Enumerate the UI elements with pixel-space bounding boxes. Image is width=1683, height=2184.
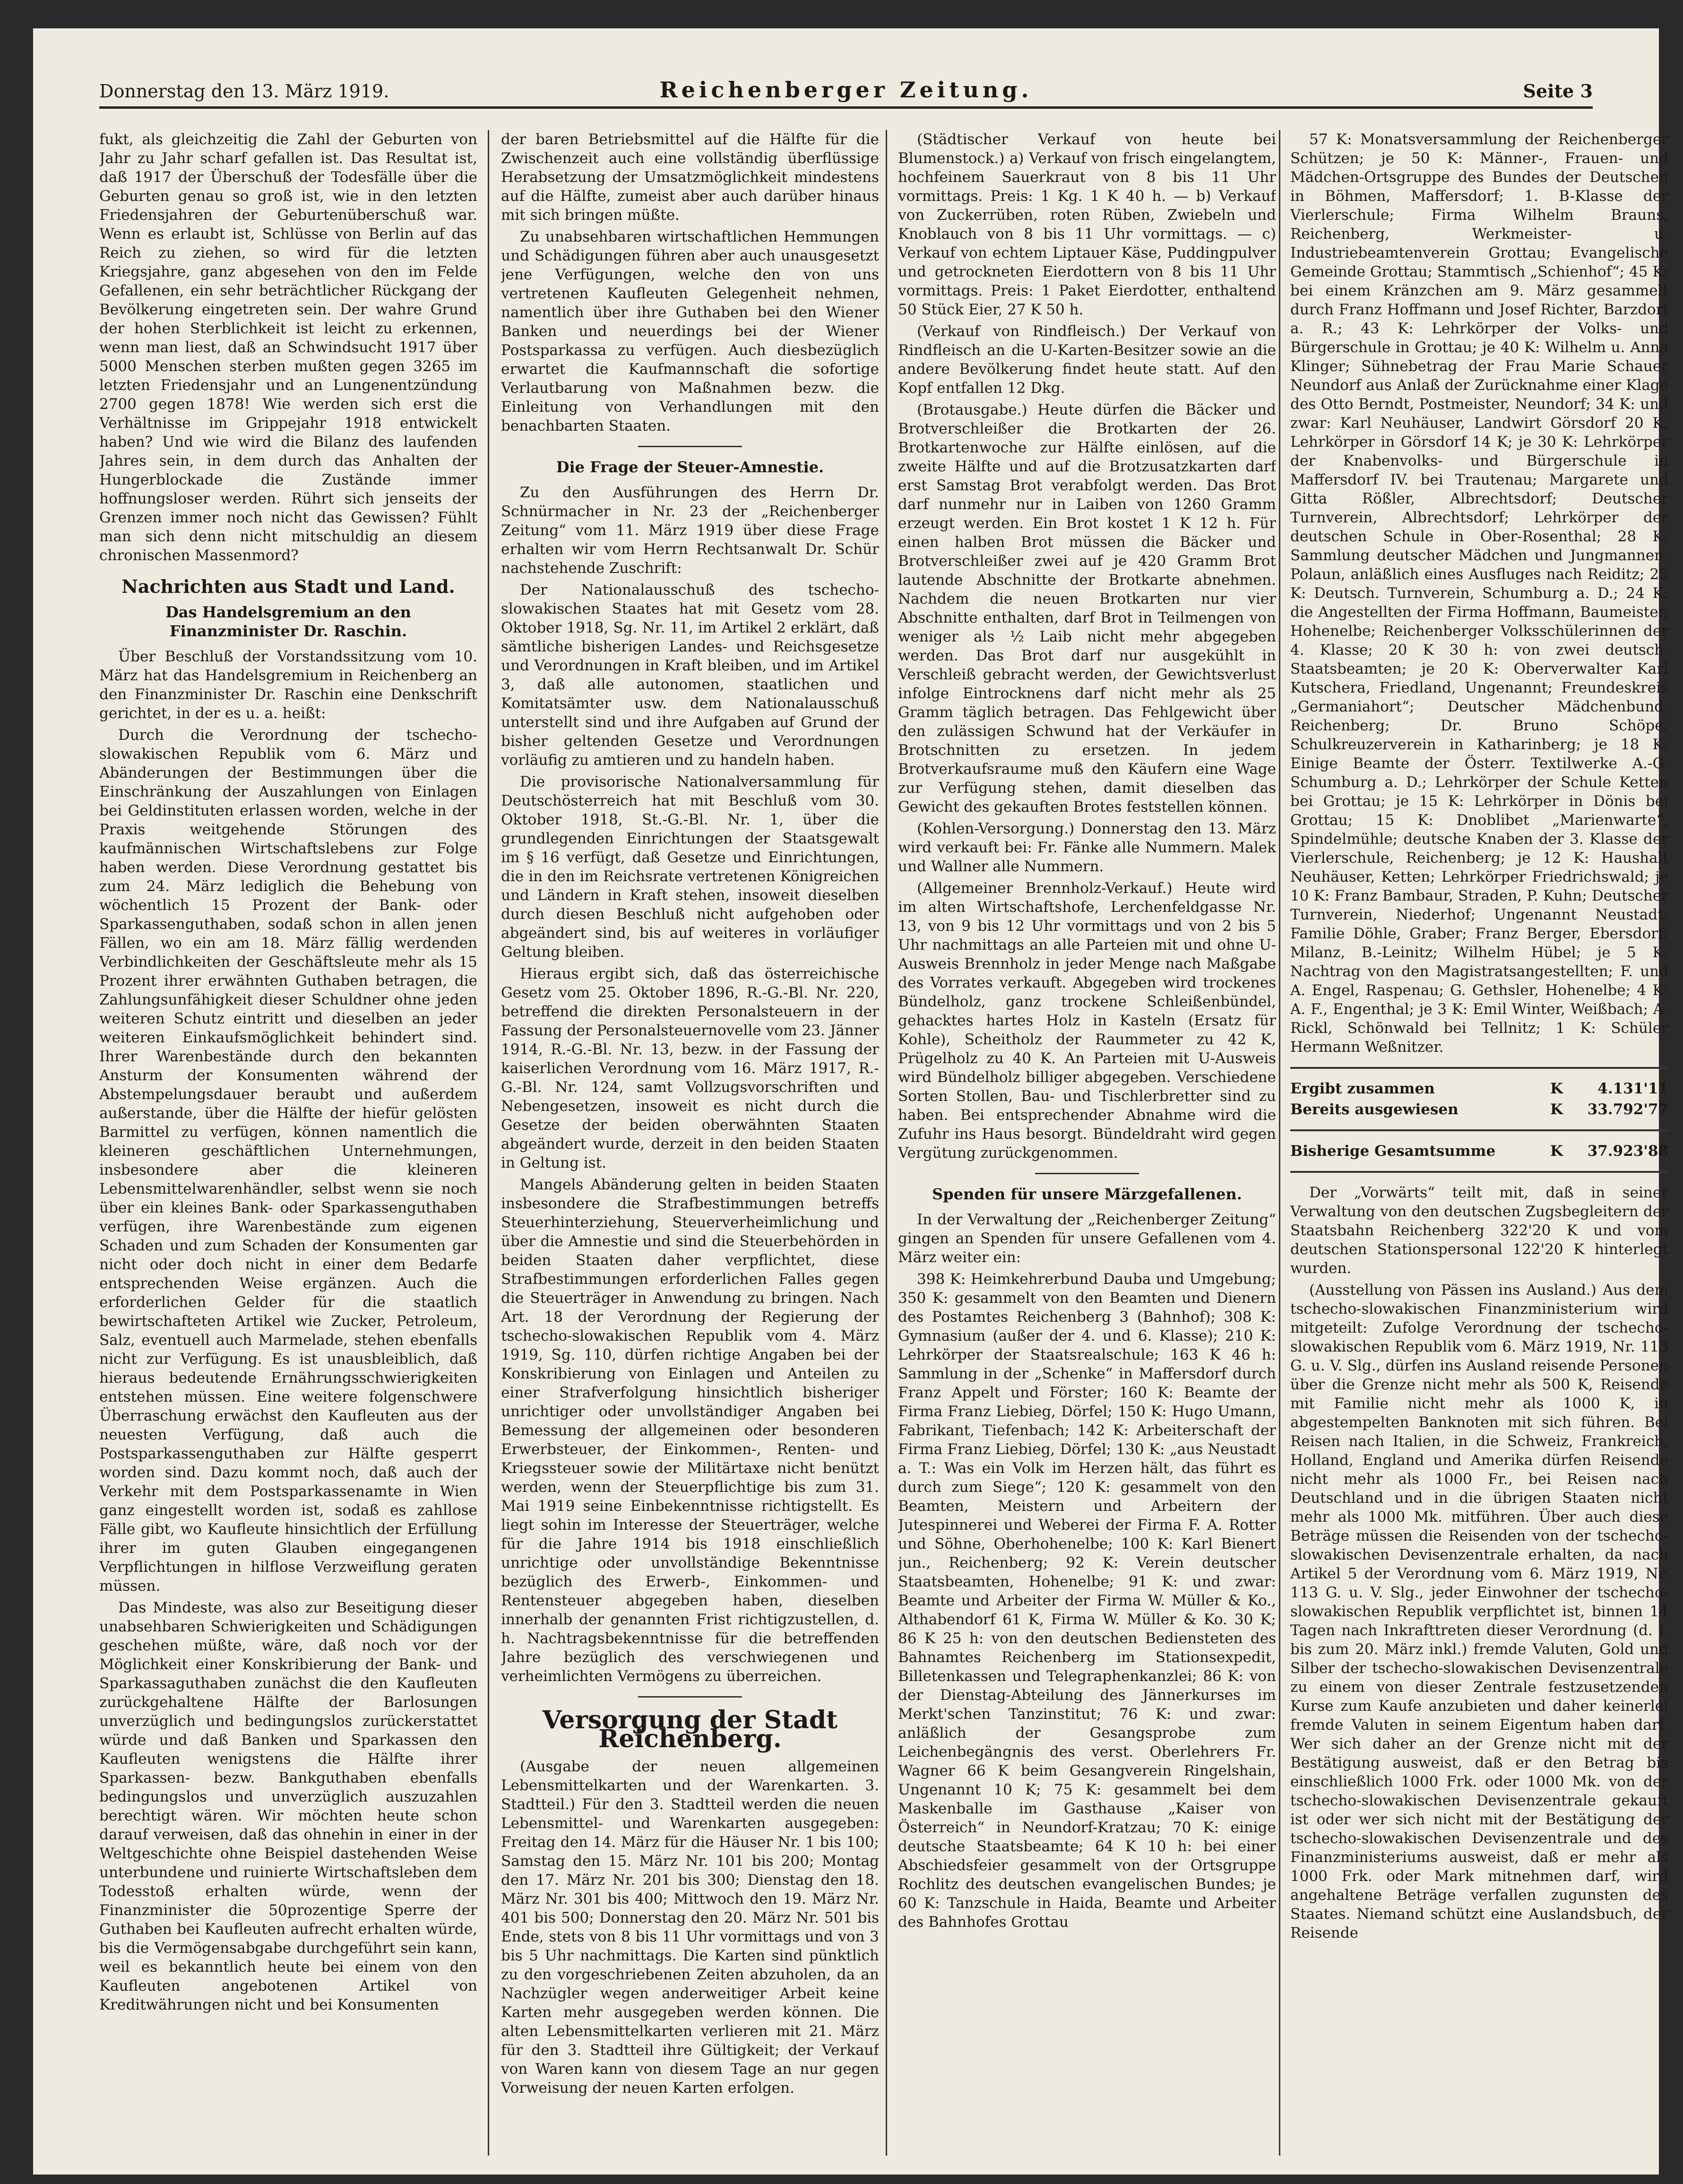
column-rule <box>1279 130 1280 2156</box>
article-text: Zu den Ausführungen des Herrn Dr. Schnürmacher in Nr. 23 der „Reichenberger Zeitung“ vom 11. März 1919 über diese Frage erhalten wir vom Herrn Rechtsanwalt Dr. Schür nachstehende Zuschrift: <box>501 484 879 577</box>
column-4 <box>1290 130 1668 2156</box>
article-text: Hieraus ergibt sich, daß das österreichische Gesetz vom 25. Oktober 1896, R.-G.-Bl. Nr. 220, betreffend die direkten Personalsteuern in der Fassung der Personalsteuernovelle vom 23. Jänner 1914, R.-G.-Bl. Nr. 13, bezw. in der Fassung der kaiserlichen Verordnung vom 16. März 1917, R.-G.-Bl. Nr. 124, samt Vollzugsvorschriften und Nebengesetzen, insoweit es nicht durch die Gesetze der beiden oberwähnten Staaten abgeändert wurde, derzeit in den beiden Staaten in Geltung ist. <box>501 965 879 1171</box>
newspaper-page <box>33 28 1668 2175</box>
column-rule <box>886 130 887 2156</box>
article-text: Der „Vorwärts“ teilt mit, daß in seiner Verwaltung von den deutschen Zugsbegleitern der Staatsbahn Reichenberg 322'20 K und vom deutschen Stationspersonal 122'20 K hinterlegt wurden. <box>1290 1184 1668 1277</box>
column-1 <box>99 130 477 2156</box>
donation-list: 57 K: Monatsversammlung der Reichenberger Schützen; je 50 K: Männer-, Frauen- und Mädchen-Ortsgruppe des Bundes der Deutschen in Böhmen, Maffersdorf; 1. B-Klasse der Vierlerschule; Firma Wilhelm Brauns, Reichenberg, Werkmeister- u. Industriebeamtenverein Grottau; Evangelische Gemeinde Grottau; Stammtisch „Schienhof“; 45 K: bei einem Kränzchen am 9. März gesammelt durch Franz Hoffmann und Josef Richter, Barzdorf a. R.; 43 K: Lehrkörper der Volks- und Bürgerschule in Grottau; je 40 K: Wilhelm u. Anna Klinger; Sühnebetrag der Frau Marie Schauer Neundorf aus Anlaß der Zurücknahme einer Klage des Otto Berndt, Postmeister, Neundorf; 34 K: und zwar: Karl Neuhäuser, Landwirt Görsdorf 20 K; Lehrkörper in Görsdorf 14 K; je 30 K: Lehrkörper der Knabenvolks- und Bürgerschule in Maffersdorf IV. bei Trautenau; Margarete und Gitta Rößler, Albrechtsdorf; Deutscher Turnverein, Albrechtsdorf; Lehrkörper der deutschen Schule in Ober-Rosenthal; 28 K: Sammlung deutscher Mädchen und Jungmannen, Polaun, anläßlich eines Ausfluges nach Reiditz; 25 K: Deutsch. Turnverein, Schumburg a. D.; 24 K: die Angestellten der Firma Hoffmann, Baumeister, Hohenelbe; Reichenberger Volksschülerinnen der 4. Klasse; 20 K 30 h: von zwei deutsch. Staatsbeamten; je 20 K: Oberverwalter Karl Kutschera, Friedland, Ungenannt; Freundeskreis „Germaniahort“; Deutscher Mädchenbund, Reichenberg; Dr. Bruno Schöpe; Schulkreuzerverein in Katharinberg; je 18 K: Einige Beamte der Österr. Textilwerke A.-G. Schumburg a. D.; Lehrkörper der Schule Ketten bei Grottau; je 15 K: Lehrkörper in Dönis bei Grottau; 15 K: Dnoblibet „Marienwarte“, Spindelmühle; deutsche Knaben der 3. Klasse der Vierlerschule, Reichenberg; je 12 K: Haushalt Neuhäuser, Ketten; Lehrkörper Friedrichswald; je 10 K: Franz Bambaur, Straden, P. Kuhn; Deutscher Turnverein, Niederhof; Ungenannt Neustadt; Familie Döhle, Graber; Franz Berger, Ebersdorf; Milanz, B.-Leinitz; Wilhelm Hübel; je 5 K: Nachtrag von den Magistratsangestellten; F. und A. Engel, Raspenau; G. Gethsler, Hohenelbe; 4 K: A. F., Engenthal; je 3 K: Emil Winter, Weißbach; A. Rickl, Schönwald bei Tellnitz; 1 K: Schüler Hermann Weßnitzer. <box>1290 131 1668 1056</box>
article-text: Mangels Abänderung gelten in beiden Staaten insbesondere die Strafbestimmungen betreffs Steuerhinterziehung, Steuerverheimlichung und über die Amnestie und sind die Steuerbehörden in beiden Staaten daher verpflichtet, diese Strafbestimmungen erforderlichen Falles gegen die Steuerträger in Anwendung zu bringen. Nach Art. 18 der Verordnung der Regierung der tschecho-slowakischen Republik vom 4. März 1919, Sg. 110, dürfen richtige Angaben bei der Konskribierung von Einlagen und Anteilen zu einer Strafverfolgung hinsichtlich bisheriger unrichtiger oder unvollständiger Angaben bei Bemessung der allgemeinen oder besonderen Erwerbsteuer, der Einkommen-, Renten- und Kriegssteuer sowie der Militärtaxe nicht benützt werden, wenn der Steuerpflichtige bis zum 31. Mai 1919 seine Einbekenntnisse richtigstellt. Es liegt sohin im Interesse der Steuerträger, welche für die Jahre 1914 bis 1918 einschließlich unrichtige oder unvollständige Bekenntnisse bezüglich des Erwerb-, Einkommen- und Rentensteuer abgegeben haben, dieselben innerhalb der genannten Frist richtigzustellen, d. h. Nachtragsbekenntnisse für die betreffenden Jahre bezüglich des verschwiegenen und verheimlichten Vermögens zu überreichen. <box>501 1176 879 1685</box>
column-2 <box>501 130 879 2156</box>
article-text: Über Beschluß der Vorstandssitzung vom 10. März hat das Handelsgremium in Reichenberg an den Finanzminister Dr. Raschin eine Denkschrift gerichtet, in der es u. a. heißt: <box>99 648 477 722</box>
article-text: (Ausstellung von Pässen ins Ausland.) Aus dem tschecho-slowakischen Finanzministerium wird mitgeteilt: Zufolge Verordnung der tschecho-slowakischen Republik vom 6. März 1919, Nr. 113 G. u. V. Slg., dürfen ins Ausland reisende Personen über die Grenze nicht mehr als 500 K, Reisende mit Familie nicht mehr als 1000 K, in abgestempelten Banknoten mit sich führen. Bei Reisen nach Italien, in die Schweiz, Frankreich, Holland, England und Amerika dürfen Reisende nicht mehr als 1000 Fr., bei Reisen nach Deutschland und in die übrigen Staaten nicht mehr als 1000 Mk. mitführen. Über auch diese Beträge müssen die Reisenden von der tschecho-slowakischen Devisenzentrale erhalten, da nach Artikel 5 der Verordnung vom 6. März 1919, Nr. 113 G. u. V. Slg., jeder Einwohner der tschecho-slowakischen Republik verpflichtet ist, binnen 14 Tagen nach Inkrafttreten dieser Verordnung (d. i. bis zum 20. März inkl.) fremde Valuten, Gold und Silber der tschecho-slowakischen Devisenzentrale zu einem von dieser Zentrale festzusetzenden Kurse zum Kaufe anzubieten und daher keinerlei fremde Valuten in seinem Eigentum haben darf. Wer sich daher an der Grenze nicht mit der Bestätigung ausweist, daß er den Betrag bis einschließlich 1000 Frk. oder 1000 Mk. von der tschecho-slowakischen Devisenzentrale gekauft ist oder wer sich nicht mit der Bestätigung der tschecho-slowakischen Devisenzentrale und des Finanzministeriums ausweist, daß er mehr als 1000 Frk. oder Mark mitnehmen darf, wird angehaltene Beträge verfallen zugunsten des Staates. Niemand schützt eine Auslandsbuch, der Reisende <box>1290 1282 1668 1941</box>
donation-list: 398 K: Heimkehrerbund Dauba und Umgebung; 350 K: gesammelt von den Beamten und Dienern des Postamtes Reichenberg 3 (Bahnhof); 308 K: Gymnasium (außer der 4. und 6. Klasse); 210 K: Lehrkörper der Staatsrealschule; 163 K 46 h: Sammlung in der „Schenke“ in Maffersdorf durch Franz Appelt und Förster; 160 K: Beamte der Firma Franz Liebieg, Dörfel; 150 K: Hugo Umann, Fabrikant, Tiefenbach; 142 K: Arbeiterschaft der Firma Franz Liebieg, Dörfel; 130 K: „aus Neustadt a. T.: Was ein Volk im Herzen hält, das führt es durch zum Siege“; 120 K: gesammelt von den Beamten, Meistern und Arbeitern der Jutespinnerei und Weberei der Firma F. A. Rotter und Söhne, Oberhohenelbe; 100 K: Karl Bienert jun., Reichenberg; 92 K: Verein deutscher Staatsbeamten, Hohenelbe; 91 K: und zwar: Beamte und Arbeiter der Firma W. Müller & Ko., Althabendorf 61 K, Firma W. Müller & Ko. 30 K; 86 K 25 h: von den deutschen Bediensteten des Bahnamtes Reichenberg im Stationsexpedit, Billetenkassen und Telegraphenkanzlei; 86 K: von der Dienstag-Abteilung des Jännerkurses im Merkt'schen Tanzinstitut; 76 K: und zwar: anläßlich der Gesangsprobe zum Leichenbegängnis des verst. Oberlehrers Fr. Wagner 66 K beim Gesangverein Ringelshain, Ungenannt 10 K; 75 K: gesammelt bei dem Maskenballe im Gasthause „Kaiser von Österreich“ in Neundorf-Kratzau; 70 K: einige deutsche Staatsbeamte; 64 K 10 h: bei einer Abschiedsfeier gesammelt von der Ortsgruppe Rochlitz des deutschen evangelischen Bundes; je 60 K: Tanzschule in Haida, Beamte und Arbeiter des Bahnhofes Grottau <box>898 1271 1276 1931</box>
section-heading: Versorgung der Stadt Reichenberg. <box>542 1706 838 1753</box>
article-heading: Spenden für unsere Märzgefallenen. <box>932 1185 1242 1203</box>
article-text: (Ausgabe der neuen allgemeinen Lebensmittelkarten und der Warenkarten. 3. Stadtteil.) Für den 3. Stadtteil werden die neuen Lebensmittel- und Warenkarten ausgegeben: Freitag den 14. März für die Häuser Nr. 1 bis 100; Samstag den 15. März Nr. 101 bis 200; Montag den 17. März Nr. 201 bis 300; Dienstag den 18. März Nr. 301 bis 400; Mittwoch den 19. März Nr. 401 bis 500; Donnerstag den 20. März Nr. 501 bis Ende, stets von 8 bis 11 Uhr vormittags und von 3 bis 5 Uhr nachmittags. Die Karten sind pünktlich zu den vorgeschriebenen Zeiten abzuholen, da an Nachzügler wegen anderweitiger Arbeit keine Karten mehr ausgegeben werden können. Die alten Lebensmittelkarten verlieren mit 21. März für den 3. Stadtteil ihre Gültigkeit; der Verkauf von Waren kann von diesem Tage an nur gegen Vorweisung der neuen Karten erfolgen. <box>501 1758 879 2097</box>
column-rule <box>488 130 489 2156</box>
article-text: Zu unabsehbaren wirtschaftlichen Hemmungen und Schädigungen führen aber auch unausgesetzt jene Verfügungen, welche den von uns vertretenen Kaufleuten Gelegenheit nehmen, namentlich über ihre Guthaben bei den Wiener Banken und neuerdings bei der Wiener Postsparkassa zu verfügen. Auch diesbezüglich erwartet die Kaufmannschaft die sofortige Verlautbarung von Maßnahmen bezw. die Einleitung von Verhandlungen mit den benachbarten Staaten. <box>501 228 879 434</box>
grand-total-row <box>1290 1142 1668 1161</box>
article-text: Der Nationalausschuß des tschecho-slowakischen Staates hat mit Gesetz vom 28. Oktober 1918, Sg. Nr. 11, im Artikel 2 erklärt, daß sämtliche bisherigen Landes- und Reichsgesetze und Verordnungen in Kraft bleiben, und im Artikel 3, daß alle autonomen, staatlichen und Komitatsämter usw. dem Nationalausschuß unterstellt sind und ihre Aufgaben auf Grund der bisher geltenden Gesetze und Verordnungen vorläufig zu amtieren und zu handeln haben. <box>501 581 879 769</box>
article-text: Durch die Verordnung der tschecho-slowakischen Republik vom 6. März und Abänderungen der Bestimmungen über die Einschränkung der Auszahlungen von Einlagen bei Geldinstituten erlassen worden, welche in der Praxis weitgehende Störungen des kaufmännischen Wirtschaftslebens zur Folge haben werden. Diese Verordnung gestattet bis zum 24. März lediglich die Behebung von wöchentlich 15 Prozent der Bank- oder Sparkassenguthaben, sodaß schon in allen jenen Fällen, wo ein am 18. März fällig werdenden Verbindlichkeiten der Geschäftsleute mehr als 15 Prozent ihrer erwähnten Guthaben betragen, die Zahlungsunfähigkeit dieser Schuldner ohne jeden weiteren Schutz eintritt und dieselben an jeder weiteren Einkaufsmöglichkeit behindert sind. Ihrer Warenbestände durch den bekannten Ansturm der Konsumenten während der Abstempelungsdauer beraubt und außerdem außerstande, über die Hälfte der hiefür gelösten Barmittel zu verfügen, können namentlich die kleineren geschäftlichen Unternehmungen, insbesondere aber die kleineren Lebensmittelwarenhändler, selbst wenn sie noch über ein kleines Bank- oder Sparkassenguthaben verfügen, ihre Warenbestände zum eigenen Schaden und zum Schaden der Konsumenten gar nicht oder doch nicht in einer dem Bedarfe entsprechenden Weise ergänzen. Auch die erforderlichen Gelder für die staatlich bewirtschafteten Artikel wie Zucker, Petroleum, Salz, eventuell auch Marmelade, stehen ebenfalls nicht zur Verfügung. Es ist unausbleiblich, daß hieraus bedeutende Ernährungsschwierigkeiten entstehen müssen. Eine weitere folgenschwere Überraschung erwächst den Kaufleuten aus der neuesten Verfügung, daß auch die Postsparkassenguthaben zur Hälfte gesperrt worden sind. Dazu kommt noch, daß auch der Verkehr mit dem Postsparkassenamte in Wien ganz eingestellt worden ist, sodaß es zahllose Fälle gibt, wo Kaufleute hinsichtlich der Erfüllung ihrer im guten Glauben eingegangenen Verpflichtungen in hilflose Verzweiflung geraten müssen. <box>99 727 477 1595</box>
divider <box>1035 1173 1139 1174</box>
currency-unit: K <box>1550 1143 1563 1160</box>
newspaper-title: Reichenberger Zeitung. <box>659 77 1033 103</box>
issue-date: Donnerstag den 13. März 1919. <box>99 81 389 102</box>
columns <box>99 130 1668 2156</box>
article-text: der baren Betriebsmittel auf die Hälfte für die Zwischenzeit auch eine vollständig überflüssige Herabsetzung der Umsatzmöglichkeit mindestens auf die Hälfte, zumeist aber auch darüber hinaus mit sich bringen müßte. <box>501 131 879 224</box>
article-text: (Allgemeiner Brennholz-Verkauf.) Heute wird im alten Wirtschaftshofe, Lerchenfeldgasse Nr. 13, von 9 bis 12 Uhr vormittags und von 2 bis 5 Uhr nachmittags an alle Parteien mit und ohne U-Ausweis Brennholz in jeder Menge nach Maßgabe des Vorrates verkauft. Abgegeben wird trockenes Bündelholz, ganz trockene Schleißenbündel, gehacktes hartes Holz in Kasteln (Ersatz für Kohle), Scheitholz der Raummeter zu 42 K, Prügelholz zu 40 K. An Parteien mit U-Ausweis wird Bündelholz billiger abgegeben. Verschiedene Sorten Stollen, Bau- und Tischlerbretter sind zu haben. Bei entsprechender Abnahme wird die Zufuhr ins Haus besorgt. Bündeldraht wird gegen Vergütung zurückgenommen. <box>898 880 1276 1161</box>
article-heading: Das Handelsgremium an den Finanzminister Dr. Raschin. <box>165 603 411 640</box>
section-heading: Nachrichten aus Stadt und Land. <box>121 576 455 597</box>
page-number: Seite 3 <box>1523 80 1593 102</box>
column-3 <box>898 130 1276 2156</box>
divider <box>1290 1067 1668 1069</box>
grand-total-value: 37.923'88 <box>1587 1143 1668 1160</box>
divider <box>638 1696 742 1698</box>
article-text: (Verkauf von Rindfleisch.) Der Verkauf von Rindfleisch an die U-Karten-Besitzer sowie an die andere Bevölkerung findet heute statt. Auf den Kopf entfallen 12 Dkg. <box>898 323 1276 397</box>
article-text: (Kohlen-Versorgung.) Donnerstag den 13. März wird verkauft bei: Fr. Fänke alle Nummern. Malek und Wallner alle Nummern. <box>898 820 1276 875</box>
subtotal-label: Ergibt zusammen <box>1290 1080 1435 1097</box>
article-text: (Brotausgabe.) Heute dürfen die Bäcker und Brotverschleißer die Brotkarten der 26. Brotkartenwoche zur Hälfte einlösen, auf die zweite Hälfte und auf die Brotzusatzkarten darf erst Samstag Brot verabfolgt werden. Das Brot darf nunmehr nur in Laiben von 1260 Gramm erzeugt werden. Ein Brot kostet 1 K 12 h. Für einen halben Brot müssen die Bäcker und Brotverschleißer zwei auf je 420 Gramm Brot lautende Abschnitte der Brotkarte abnehmen. Nachdem die neuen Brotkarten nur vier Abschnitte enthalten, darf Brot in Teilmengen von weniger als ½ Laib nicht mehr abgegeben werden. Das Brot darf nur ausgekühlt in Verschleiß gebracht werden, der Gewichtsverlust infolge Eintrocknens darf nicht mehr als 25 Gramm täglich betragen. Das Fehlgewicht über den zulässigen Schwund hat der Verkäufer in Brotschnitten zu ersetzen. In jedem Brotverkaufsraume muß den Käufern eine Wage zur Verfügung stehen, damit dieselben das Gewicht des gekauften Brotes feststellen können. <box>898 401 1276 815</box>
subtotal-row <box>1290 1079 1668 1098</box>
subtotal-value: 4.131'11 <box>1597 1080 1668 1097</box>
divider <box>1290 1171 1668 1173</box>
article-heading: Die Frage der Steuer-Amnestie. <box>556 458 824 476</box>
previous-total-row <box>1290 1100 1668 1119</box>
currency-unit: K <box>1550 1101 1563 1118</box>
article-text: Die provisorische Nationalversammlung für Deutschösterreich hat mit Beschluß vom 30. Oktober 1918, St.-G.-Bl. Nr. 1, über die grundlegenden Einrichtungen der Staatsgewalt im § 16 verfügt, daß Gesetze und Einrichtungen, die in den im Reichsrate vertretenen Königreichen und Ländern in Kraft stehen, insoweit dieselben durch diesen Beschluß nicht aufgehoben oder abgeändert sind, bis auf weiteres in vorläufiger Geltung bleiben. <box>501 773 879 961</box>
previous-total-value: 33.792'77 <box>1587 1101 1668 1118</box>
divider <box>1290 1129 1668 1131</box>
previous-total-label: Bereits ausgewiesen <box>1290 1101 1459 1118</box>
masthead <box>99 73 1593 109</box>
article-text: Das Mindeste, was also zur Beseitigung dieser unabsehbaren Schwierigkeiten und Schädigungen geschehen müßte, wäre, daß noch vor der Möglichkeit einer Konskribierung der Bank- und Sparkassaguthaben zunächst die den Kaufleuten zurückgehaltene Hälfte der Barlosungen unverzüglich und bedingungslos zurückerstattet würde und daß Banken und Sparkassen den Kaufleuten wenigstens die Hälfte ihrer Sparkassen- bezw. Bankguthaben ebenfalls bedingungslos und unverzüglich auszuzahlen berechtigt wären. Wir möchten heute schon darauf verweisen, daß das ohnehin in einer in der Weltgeschichte ohne Beispiel dastehenden Weise unterbundene und ruinierte Wirtschaftsleben dem Todesstoß erhalten würde, wenn der Finanzminister die 50prozentige Sperre der Guthaben bei Kaufleuten aufrecht erhalten würde, bis die Vermögensabgabe durchgeführt sein kann, weil es bekanntlich heute bei einem von den Kaufleuten angebotenen Artikel von Kreditwährungen nicht und bei Konsumenten <box>99 1599 477 2013</box>
article-text: fukt, als gleichzeitig die Zahl der Geburten von Jahr zu Jahr scharf gefallen ist. Das Resultat ist, daß 1917 der Überschuß der Todesfälle über die Geburten genau so groß ist, wie in den letzten Friedensjahren der Geburtenüberschuß war. Wenn es erlaubt ist, Schlüsse von Berlin auf das Reich zu ziehen, so wird für die letzten Kriegsjahre, ganz abgesehen von den im Felde Gefallenen, ein sehr beträchtlicher Rückgang der Bevölkerung eingetreten sein. Der wahre Grund der hohen Sterblichkeit ist leicht zu erkennen, wenn man liest, daß an Schwindsucht 1917 über 5000 Menschen sterben mußten gegen 3265 im letzten Friedensjahr und an Lungenentzündung 2700 gegen 1878! Wie werden sich erst die Verhältnisse im Grippejahr 1918 entwickelt haben? Und wie wird die Bilanz des laufenden Jahres sein, in dem durch das Anhalten der Hungerblockade die Zustände immer hoffnungsloser werden. Rührt sich jenseits der Grenzen immer noch nicht das Gewissen? Fühlt man sich denn nicht mitschuldig an diesem chronischen Massenmord? <box>99 131 477 564</box>
currency-unit: K <box>1550 1080 1563 1097</box>
divider <box>638 446 742 447</box>
article-text: In der Verwaltung der „Reichenberger Zeitung“ gingen an Spenden für unsere Gefallenen vom 4. März weiter ein: <box>898 1211 1276 1266</box>
grand-total-label: Bisherige Gesamtsumme <box>1290 1143 1496 1160</box>
article-text: (Städtischer Verkauf von heute bei Blumenstock.) a) Verkauf von frisch eingelangtem, hochfeinem Sauerkraut von 8 bis 11 Uhr vormittags. Preis: 1 Kg. 1 K 40 h. — b) Verkauf von Zuckerrüben, roten Rüben, Zwiebeln und Knoblauch von 8 bis 11 Uhr vormittags. — c) Verkauf von echtem Liptauer Käse, Puddingpulver und getrockneten Eierdottern von 8 bis 11 Uhr vormittags. Preis: 1 Paket Eierdotter, enthaltend 50 Stück Eier, 27 K 50 h. <box>898 131 1276 318</box>
